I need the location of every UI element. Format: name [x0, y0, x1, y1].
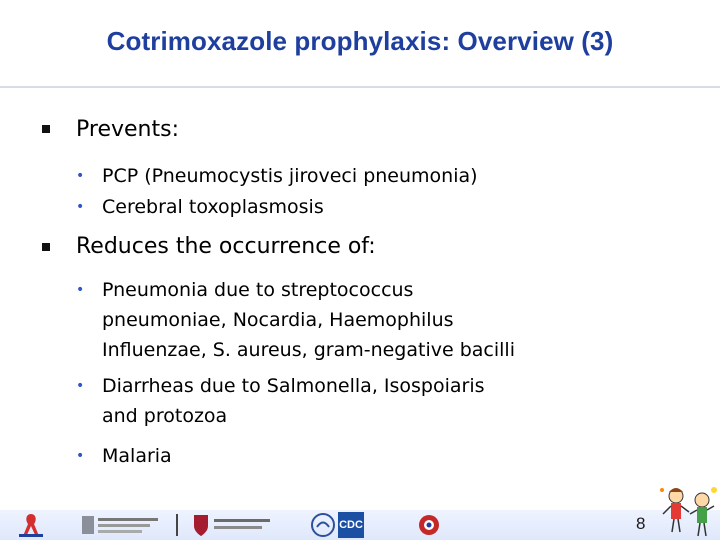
- sub-bullet: • Diarrheas due to Salmonella, Isospoiaris: [76, 372, 485, 401]
- page-number: 8: [636, 514, 646, 533]
- dot-icon: •: [76, 199, 85, 215]
- hhs-logo: [310, 512, 336, 538]
- dot-icon: •: [76, 448, 85, 464]
- bullet-square-icon: [42, 243, 50, 251]
- sub-bullet-continuation: Influenzae, S. aureus, gram-negative bacilli: [102, 339, 515, 361]
- sub-bullet: • PCP (Pneumocystis jiroveci pneumonia): [76, 162, 478, 191]
- beth-israel-logo: [80, 512, 166, 538]
- sub-bullet-continuation: pneumoniae, Nocardia, Haemophilus: [102, 309, 454, 331]
- footer: [0, 510, 720, 540]
- sub-bullet: • Malaria: [76, 442, 172, 471]
- bullet-reduces: Reduces the occurrence of:: [76, 234, 376, 259]
- dot-icon: •: [76, 282, 85, 298]
- sub-bullet: • Cerebral toxoplasmosis: [76, 193, 324, 222]
- dot-icon: •: [76, 378, 85, 394]
- bullet-square-icon: [42, 125, 50, 133]
- sub-bullet-continuation: and protozoa: [102, 405, 228, 427]
- sub-bullet: • Pneumonia due to streptococcus: [76, 276, 413, 305]
- partner-logo: [412, 512, 446, 538]
- children-drawing: [656, 484, 720, 540]
- footer-divider: [176, 514, 178, 536]
- bullet-prevents: Prevents:: [76, 117, 179, 142]
- cdc-logo: CDC: [338, 512, 364, 538]
- slide-title: Cotrimoxazole prophylaxis: Overview (3): [106, 26, 614, 56]
- dot-icon: •: [76, 168, 85, 184]
- harvard-logo: [190, 512, 276, 538]
- title-divider: [0, 86, 720, 88]
- ribbon-logo: [16, 512, 46, 538]
